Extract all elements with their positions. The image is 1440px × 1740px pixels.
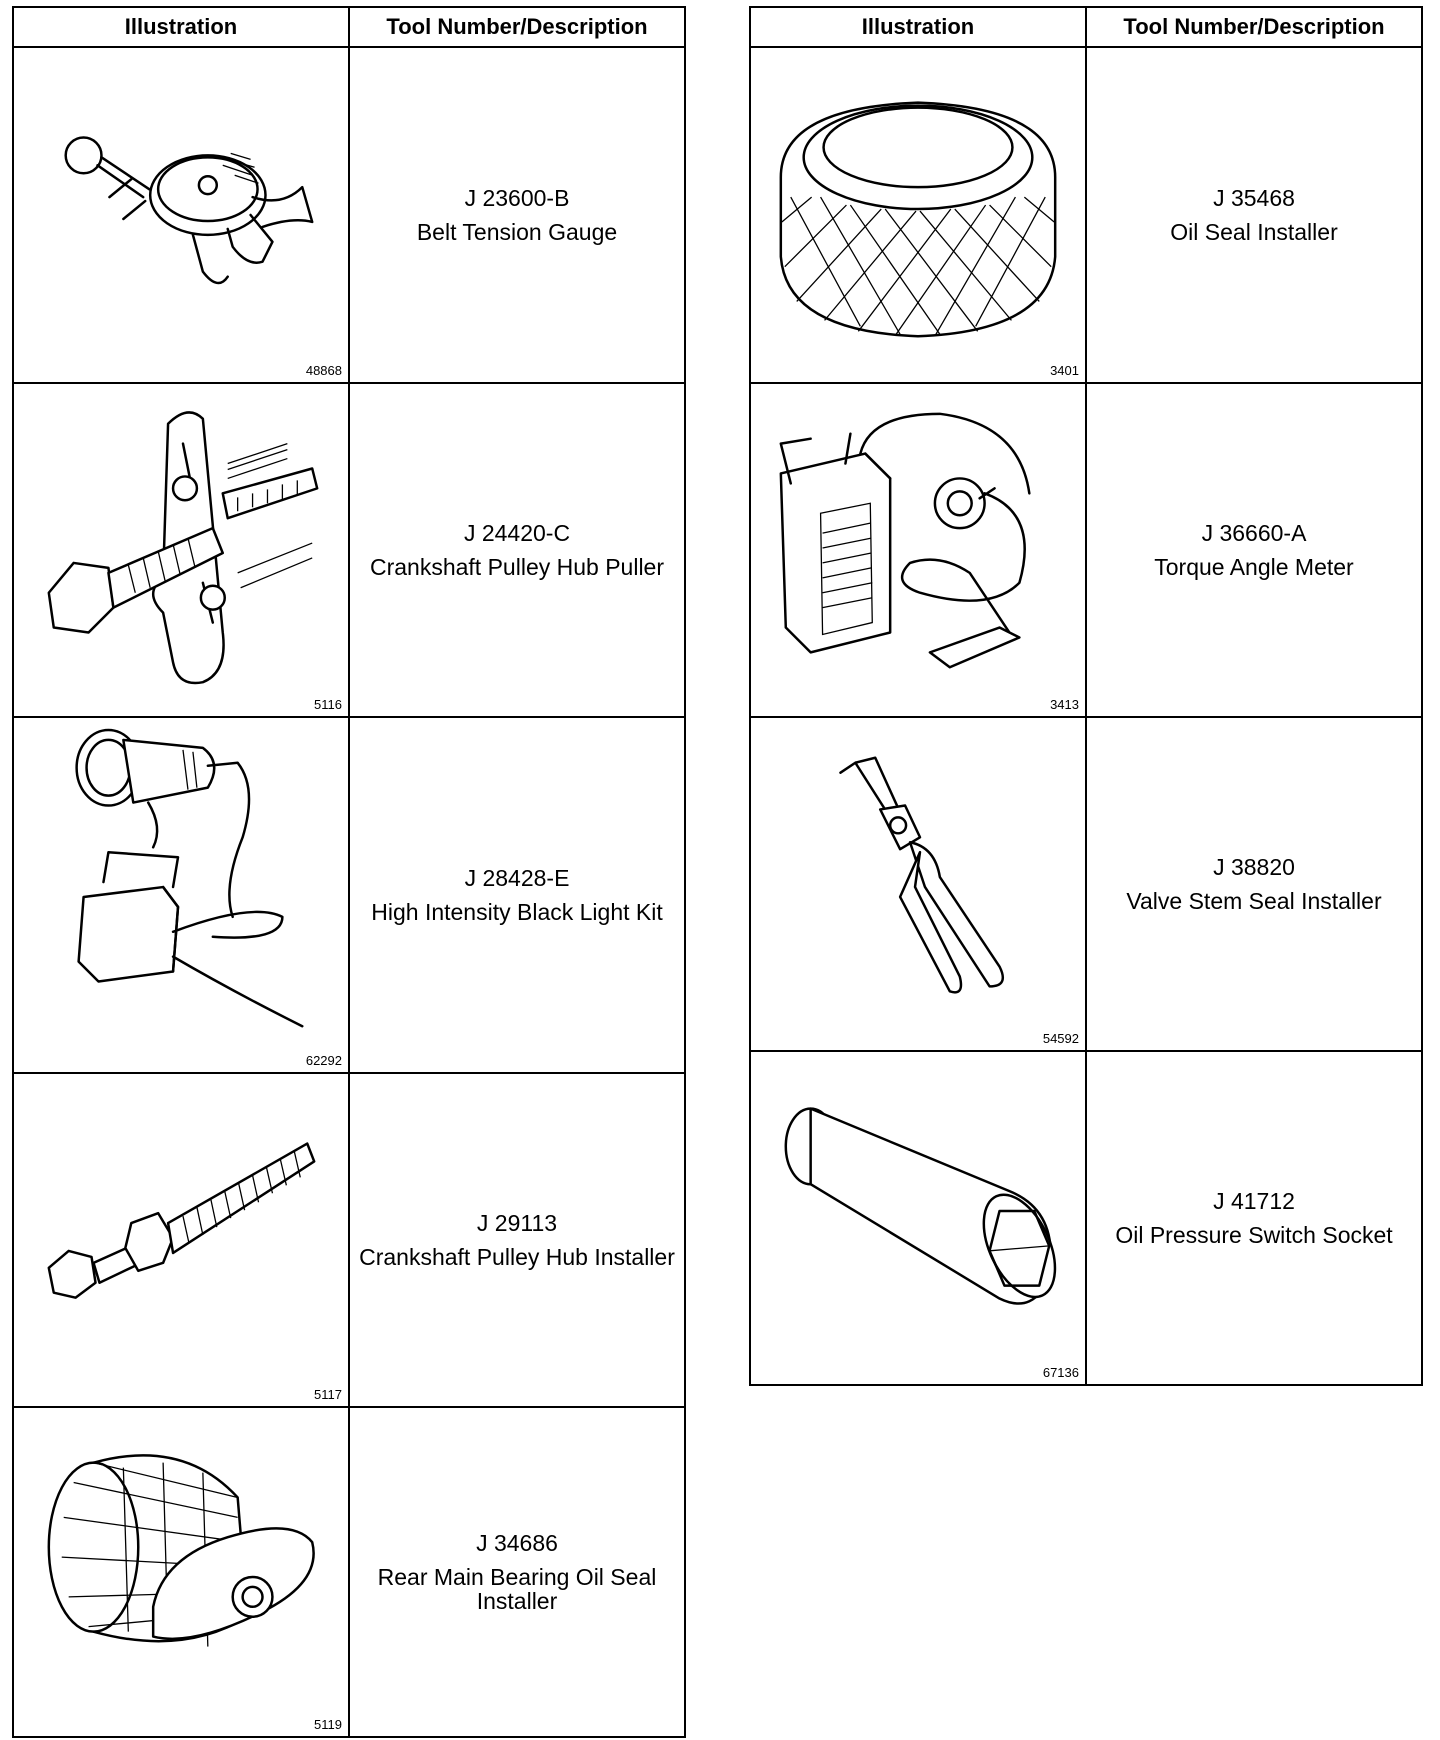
rear-main-seal-installer-icon <box>14 1408 348 1736</box>
tool-name: Oil Pressure Switch Socket <box>1115 1222 1393 1248</box>
tool-number: J 24420-C <box>463 520 571 546</box>
pulley-hub-puller-icon <box>14 384 348 716</box>
illustration-cell <box>750 1051 1086 1385</box>
black-light-kit-icon <box>14 718 348 1072</box>
illustration-cell <box>13 717 349 1073</box>
tool-name: Valve Stem Seal Installer <box>1126 888 1382 914</box>
figure-number: 5117 <box>314 1387 342 1402</box>
tool-number: J 38820 <box>1213 854 1295 880</box>
figure-number: 62292 <box>305 1053 342 1068</box>
illustration-cell <box>13 1407 349 1737</box>
figure-number: 3401 <box>1050 363 1079 378</box>
valve-stem-seal-installer-icon <box>751 718 1085 1050</box>
illustration-cell <box>750 717 1086 1051</box>
tool-description-cell <box>349 717 685 1073</box>
tool-number: J 34686 <box>476 1530 558 1556</box>
table-row <box>13 383 685 717</box>
tool-number: J 28428-E <box>464 865 570 891</box>
tool-description-cell <box>349 383 685 717</box>
tool-name: High Intensity Black Light Kit <box>371 899 663 925</box>
tool-name: Crankshaft Pulley Hub Puller <box>369 554 665 580</box>
tool-name: Belt Tension Gauge <box>416 219 618 245</box>
table-row <box>13 1407 685 1737</box>
tool-description-cell <box>1086 717 1422 1051</box>
figure-number: 5119 <box>314 1717 342 1732</box>
table-header-row <box>13 7 685 47</box>
figure-number: 3413 <box>1050 697 1079 712</box>
illustration-header: Illustration <box>750 7 1086 47</box>
tool-description-cell <box>1086 383 1422 717</box>
tool-number: J 23600-B <box>464 185 570 211</box>
illustration-header: Illustration <box>13 7 349 47</box>
illustration-cell <box>13 1073 349 1407</box>
figure-number: 48868 <box>305 363 342 378</box>
tool-name: Torque Angle Meter <box>1154 554 1354 580</box>
illustration-cell <box>13 383 349 717</box>
tool-name: Oil Seal Installer <box>1170 219 1338 245</box>
tool-description-cell <box>349 1073 685 1407</box>
pulley-hub-installer-icon <box>14 1074 348 1406</box>
oil-seal-installer-icon <box>751 48 1085 382</box>
tool-number: J 35468 <box>1213 185 1295 211</box>
tool-name: Rear Main Bearing Oil Seal Installer <box>377 1564 657 1614</box>
table-row <box>13 47 685 383</box>
tool-header: Tool Number/Description <box>1086 7 1422 47</box>
illustration-cell <box>750 383 1086 717</box>
tool-number: J 29113 <box>476 1210 558 1236</box>
table-header-row <box>750 7 1422 47</box>
illustration-cell <box>750 47 1086 383</box>
table-row <box>750 1051 1422 1385</box>
table-row <box>750 47 1422 383</box>
tool-header: Tool Number/Description <box>349 7 685 47</box>
left-tool-table <box>12 6 686 1738</box>
tool-number: J 36660-A <box>1201 520 1307 546</box>
torque-angle-meter-icon <box>751 384 1085 716</box>
right-tool-table <box>749 6 1423 1386</box>
table-row <box>750 717 1422 1051</box>
table-row <box>750 383 1422 717</box>
belt-tension-gauge-icon <box>14 48 348 382</box>
tool-description-cell <box>349 1407 685 1737</box>
tool-description-cell <box>1086 47 1422 383</box>
figure-number: 67136 <box>1042 1365 1079 1380</box>
tool-description-cell <box>349 47 685 383</box>
figure-number: 5116 <box>314 697 342 712</box>
illustration-cell <box>13 47 349 383</box>
oil-pressure-switch-socket-icon <box>751 1052 1085 1384</box>
table-row <box>13 717 685 1073</box>
table-row <box>13 1073 685 1407</box>
figure-number: 54592 <box>1042 1031 1079 1046</box>
tool-number: J 41712 <box>1213 1188 1295 1214</box>
tool-name: Crankshaft Pulley Hub Installer <box>359 1244 675 1270</box>
tool-description-cell <box>1086 1051 1422 1385</box>
